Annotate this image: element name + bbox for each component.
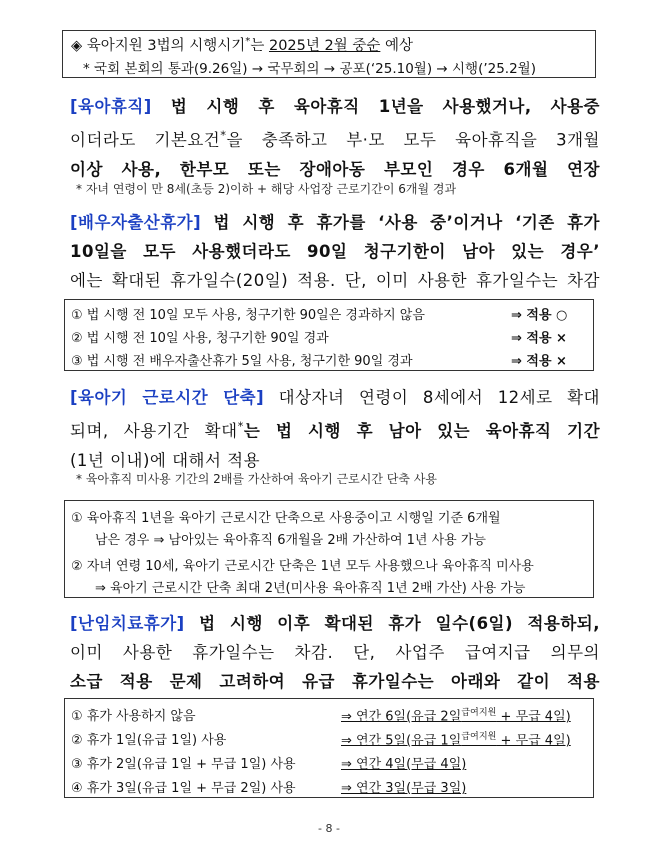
case-result: ⇒ 연간 4일(무급 4일) bbox=[341, 757, 467, 772]
case-result: ⇒ 적용 × bbox=[511, 331, 567, 346]
case-row: ③ 법 시행 전 배우자출산휴가 5일 사용, 청구기한 90일 경과 bbox=[71, 354, 413, 369]
case-row: ② 자녀 연령 10세, 육아기 근로시간 단축은 1년 모두 사용했으나 육아휴직 미사용 bbox=[71, 559, 534, 574]
section-spouse-leave: [배우자출산휴가] 법 시행 후 휴가를 ‘사용 중’이거나 ‘기존 휴가 10일을 모두 사용했더라도 90일 청구기한이 남아 있는 경우’ 에는 확대된 휴가일수(20일) 적용. 단, 이미 사용한 휴가일수는 차감 bbox=[70, 213, 600, 290]
section-tag: [난임치료휴가] bbox=[70, 614, 185, 633]
case-row: ① 육아휴직 1년을 육아기 근로시간 단축으로 사용중이고 시행일 기준 6개월 bbox=[71, 511, 501, 526]
case-row: ① 휴가 사용하지 않음 bbox=[71, 709, 196, 724]
schedule-timeline: * 국회 본회의 통과(9.26일) → 국무회의 → 공포(‘25.10월) → 시행(’25.2월) bbox=[83, 61, 536, 77]
schedule-box bbox=[62, 30, 596, 78]
section3-note: * 육아휴직 미사용 기간의 2배를 가산하여 육아기 근로시간 단축 사용 bbox=[76, 472, 437, 486]
page-number: - 8 - bbox=[318, 822, 340, 835]
case-result: ⇒ 적용 × bbox=[511, 354, 567, 369]
case-result: ⇒ 연간 5일(유급 1일$^{급여지원}$ + 무급 4일) bbox=[341, 732, 571, 749]
case-result: ⇒ 연간 6일(유급 2일$^{급여지원}$ + 무급 4일) bbox=[341, 708, 571, 725]
case-row-cont: 남은 경우 ⇒ 남아있는 육아휴직 6개월을 2배 가산하여 1년 사용 가능 bbox=[95, 533, 486, 548]
section-tag: [배우자출산휴가] bbox=[70, 213, 202, 232]
case-row: ② 휴가 1일(유급 1일) 사용 bbox=[71, 733, 227, 748]
case-result: ⇒ 적용 ○ bbox=[511, 308, 568, 323]
section-tag: [육아휴직] bbox=[70, 97, 152, 116]
case-result: ⇒ 연간 3일(무급 3일) bbox=[341, 781, 467, 796]
section-infertility-leave: [난임치료휴가] 법 시행 이후 확대된 휴가 일수(6일) 적용하되, 이미 사용한 휴가일수는 차감. 단, 사업주 급여지급 의무의 소급 적용 문제 고려하여 유급 휴가일수는 아래와 같이 적용 bbox=[70, 614, 600, 691]
spouse-leave-cases bbox=[64, 299, 594, 371]
case-row: ③ 휴가 2일(유급 1일 + 무급 1일) 사용 bbox=[71, 757, 296, 772]
schedule-date: 2025년 2월 중순 bbox=[268, 38, 381, 54]
section-work-hours-reduction: [육아기 근로시간 단축] 대상자녀 연령이 8세에서 12세로 확대 되며, 사용기간 확대*는 법 시행 후 남아 있는 육아휴직 기간 (1년 이내)에 대해서 적용 bbox=[70, 388, 601, 470]
case-row: ② 법 시행 전 10일 사용, 청구기한 90일 경과 bbox=[71, 331, 329, 346]
section1-note: * 자녀 연령이 만 8세(초등 2)이하 + 해당 사업장 근로기간이 6개월 경과 bbox=[76, 182, 457, 196]
infertility-cases bbox=[64, 698, 594, 798]
section-parental-leave: [육아휴직] 법 시행 후 육아휴직 1년을 사용했거나, 사용중 이더라도 기본요건*을 충족하고 부·모 모두 육아휴직을 3개월 이상 사용, 한부모 또는 장애아동 부모인 경우 6개월 연장 bbox=[70, 97, 600, 179]
diamond-marker-icon: ◈ bbox=[71, 38, 83, 54]
schedule-title: ◈ 육아지원 3법의 시행시기*는 2025년 2월 중순 예상 bbox=[71, 36, 413, 54]
work-hours-cases bbox=[64, 500, 594, 598]
case-row: ④ 휴가 3일(유급 1일 + 무급 2일) 사용 bbox=[71, 781, 296, 796]
case-row-cont: ⇒ 육아기 근로시간 단축 최대 2년(미사용 육아휴직 1년 2배 가산) 사용 가능 bbox=[95, 581, 526, 596]
section-tag: [육아기 근로시간 단축] bbox=[70, 388, 265, 407]
case-row: ① 법 시행 전 10일 모두 사용, 청구기한 90일은 경과하지 않음 bbox=[71, 308, 425, 323]
